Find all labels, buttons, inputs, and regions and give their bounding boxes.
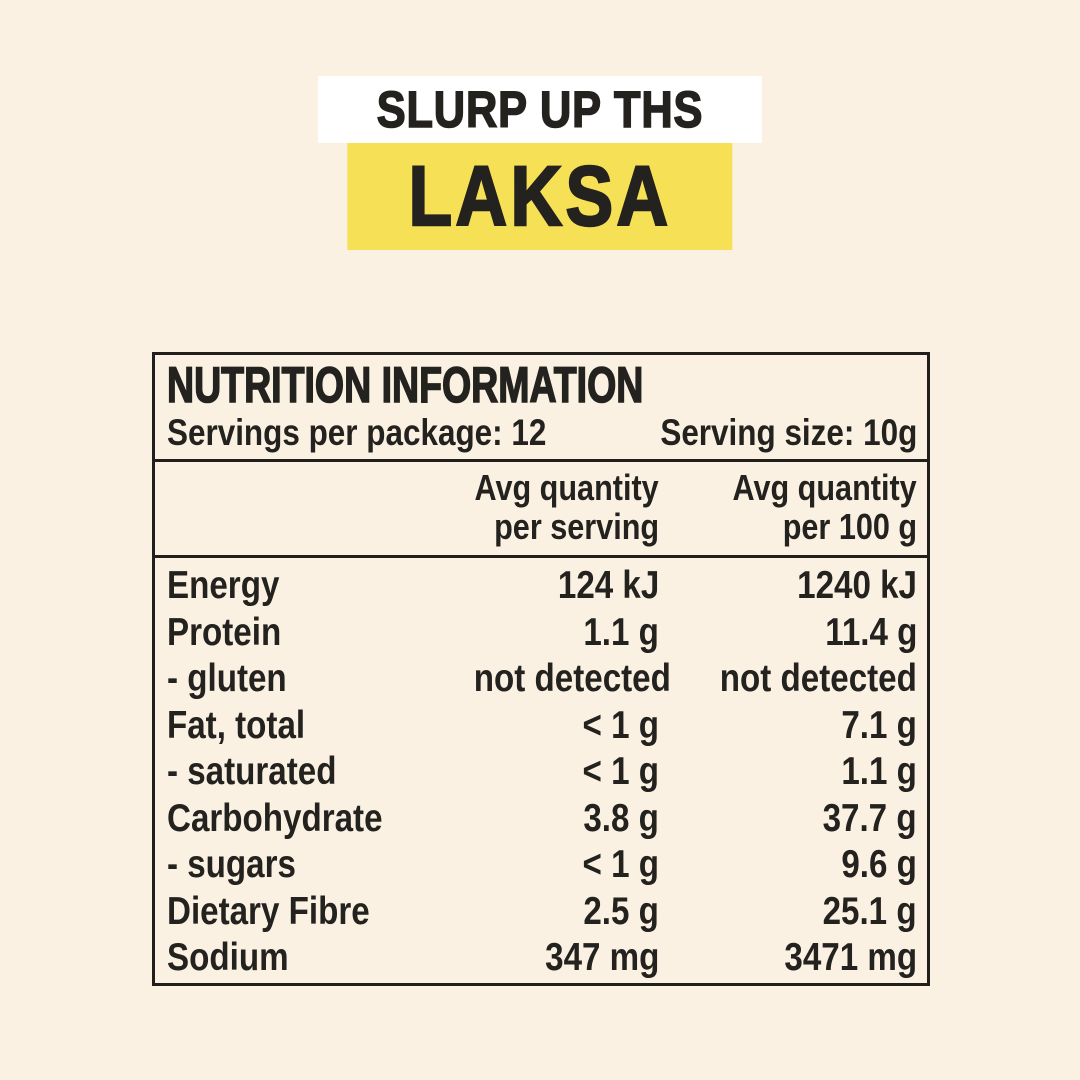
column-header-per-serving: Avg quantity per serving (474, 467, 659, 547)
hero-product-name (347, 143, 732, 250)
row-value-per-serving: 124 kJ (557, 564, 659, 607)
column-header-spacer (167, 468, 439, 546)
table-row (167, 796, 917, 843)
servings-row (167, 411, 917, 454)
column-headers-section (155, 462, 927, 558)
row-value-per-100g: 1240 kJ (797, 564, 917, 607)
row-value-per-serving: 3.8 g (583, 796, 659, 840)
row-value-per-100g: 1.1 g (841, 750, 917, 793)
row-label: - sugars (167, 843, 296, 886)
hero-tagline-text: SLURP UP THS (376, 81, 704, 138)
row-value-per-100g: 11.4 g (824, 610, 917, 654)
table-header-section (155, 355, 927, 462)
column-header-per-100g: Avg quantity per 100 g (732, 467, 917, 547)
row-label: - gluten (167, 657, 287, 700)
serving-size: Serving size: 10g (660, 412, 917, 453)
row-label: Fat, total (167, 703, 306, 747)
row-label: - saturated (167, 750, 337, 793)
table-body (155, 558, 927, 982)
row-label: Protein (167, 610, 282, 654)
table-row (167, 610, 917, 657)
row-value-per-100g: 37.7 g (823, 796, 917, 840)
row-value-per-serving: < 1 g (582, 703, 659, 747)
row-label: Dietary Fibre (167, 889, 370, 933)
row-label: Energy (167, 564, 280, 607)
table-title: NUTRITION INFORMATION (167, 357, 644, 413)
table-row (167, 749, 917, 796)
row-value-per-serving: 2.5 g (583, 889, 659, 933)
table-row (167, 703, 917, 750)
hero-product-name-text: LAKSA (408, 149, 672, 243)
row-value-per-serving: < 1 g (582, 750, 659, 793)
row-value-per-serving: not detected (473, 657, 671, 700)
nutrition-table (152, 352, 930, 986)
row-value-per-serving: 347 mg (544, 936, 659, 979)
row-label: Carbohydrate (167, 796, 383, 840)
table-row (167, 656, 917, 703)
row-value-per-100g: 25.1 g (823, 889, 917, 933)
table-row (167, 563, 917, 610)
row-value-per-100g: 9.6 g (841, 843, 917, 886)
row-value-per-100g: 7.1 g (841, 703, 917, 747)
row-value-per-100g: not detected (719, 657, 917, 700)
table-row (167, 889, 917, 936)
servings-per-package: Servings per package: 12 (167, 412, 547, 453)
row-value-per-100g: 3471 mg (784, 936, 917, 979)
row-value-per-serving: < 1 g (582, 843, 659, 886)
table-row (167, 842, 917, 889)
row-label: Sodium (167, 936, 289, 979)
table-row (167, 935, 917, 982)
row-value-per-serving: 1.1 g (583, 610, 659, 654)
hero-tagline (318, 76, 762, 143)
